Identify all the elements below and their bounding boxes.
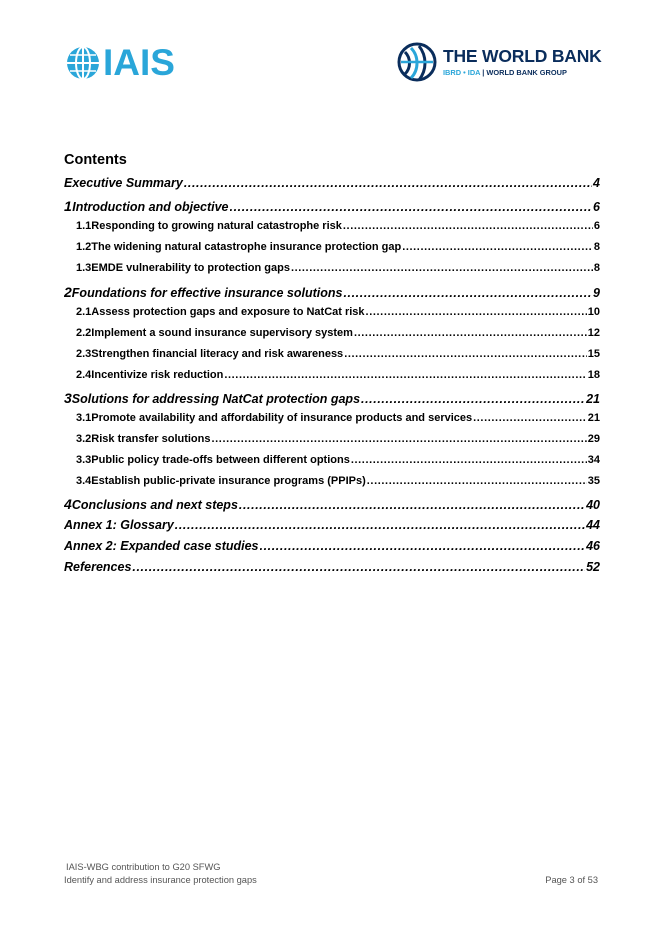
toc-dot-leader (473, 412, 587, 424)
toc-entry-page: 34 (587, 454, 600, 466)
toc-entry-number: 3.1 (76, 412, 92, 424)
toc-entry[interactable] (64, 198, 600, 216)
toc-entry-page: 18 (587, 369, 600, 381)
toc-heading: Contents (64, 152, 127, 168)
toc-entry-title: Annex 1: Glossary (64, 518, 174, 532)
toc-dot-leader (344, 348, 587, 360)
toc-entry-title: Solutions for addressing NatCat protection gaps (71, 392, 361, 406)
toc-entry-page: 4 (593, 176, 600, 190)
toc-dot-leader (343, 286, 592, 300)
toc-entry-number: 4 (64, 496, 72, 512)
world-bank-logo (397, 41, 602, 83)
toc-dot-leader (366, 306, 587, 318)
toc-entry-title: Foundations for effective insurance solutions (71, 286, 343, 300)
toc-entry-title: Conclusions and next steps (71, 498, 238, 512)
toc-entry[interactable] (64, 433, 600, 451)
toc-dot-leader (260, 539, 586, 553)
footer-line-1: IAIS-WBG contribution to G20 SFWG (66, 862, 221, 872)
toc-dot-leader (224, 369, 586, 381)
toc-entry-number: 2.1 (76, 306, 92, 318)
toc-entry-number: 3.3 (76, 454, 92, 466)
toc-dot-leader (361, 392, 585, 406)
toc-entry-number: 1.2 (76, 241, 92, 253)
toc-dot-leader (291, 262, 593, 274)
world-bank-subtitle: IBRD • IDA | WORLD BANK GROUP (443, 67, 567, 77)
toc-entry-page: 12 (587, 327, 600, 339)
toc-entry-title: Annex 2: Expanded case studies (64, 539, 259, 553)
toc-entry-page: 10 (587, 306, 600, 318)
toc-entry-title: Executive Summary (64, 176, 183, 190)
toc-entry-title: Assess protection gaps and exposure to NatCat risk (91, 306, 365, 318)
toc-entry-number: 3.4 (76, 475, 92, 487)
toc-entry-number: 2.4 (76, 369, 92, 381)
toc-entry[interactable] (64, 348, 600, 366)
toc-entry-title: Responding to growing natural catastrophe risk (91, 220, 342, 232)
toc-entry-number: 2.3 (76, 348, 92, 360)
toc-entry-page: 6 (593, 220, 600, 232)
footer-line-2: Identify and address insurance protection gaps (64, 875, 257, 885)
toc-entry[interactable] (64, 560, 600, 578)
toc-entry-page: 21 (587, 412, 600, 424)
toc-entry-title: Public policy trade-offs between different options (91, 454, 350, 466)
toc-entry-page: 8 (593, 241, 600, 253)
toc-entry-title: Incentivize risk reduction (91, 369, 224, 381)
toc-entry[interactable] (64, 369, 600, 387)
world-bank-title: THE WORLD BANK (443, 45, 602, 66)
toc-dot-leader (230, 200, 593, 214)
toc-entry[interactable] (64, 496, 600, 514)
toc-entry[interactable] (64, 454, 600, 472)
toc-entry-title: Introduction and objective (72, 200, 229, 214)
toc-entry-title: References (64, 560, 132, 574)
toc-entry-page: 8 (593, 262, 600, 274)
toc-entry[interactable] (64, 284, 600, 302)
toc-entry[interactable] (64, 412, 600, 430)
toc-entry[interactable] (64, 390, 600, 408)
toc-entry-page: 6 (593, 200, 600, 214)
toc-entry-page: 40 (586, 498, 600, 512)
toc-entry[interactable] (64, 241, 600, 259)
iais-wordmark: IAIS (103, 42, 175, 83)
toc-dot-leader (132, 560, 585, 574)
toc-entry-title: Strengthen financial literacy and risk awareness (91, 348, 344, 360)
toc-entry[interactable] (64, 475, 600, 493)
toc-dot-leader (402, 241, 593, 253)
toc-entry-title: Establish public-private insurance programs (PPIPs) (91, 475, 366, 487)
toc-dot-leader (212, 433, 587, 445)
toc-dot-leader (239, 498, 585, 512)
toc-dot-leader (367, 475, 587, 487)
toc-dot-leader (184, 176, 592, 190)
toc-entry-page: 9 (593, 286, 600, 300)
toc-entry-number: 2.2 (76, 327, 92, 339)
toc-entry[interactable] (64, 539, 600, 557)
toc-entry-title: The widening natural catastrophe insurance protection gap (91, 241, 402, 253)
toc-dot-leader (351, 454, 587, 466)
toc-entry-page: 21 (586, 392, 600, 406)
toc-dot-leader (343, 220, 593, 232)
toc-entry[interactable] (64, 262, 600, 280)
toc-entry-page: 15 (587, 348, 600, 360)
toc-entry[interactable] (64, 306, 600, 324)
toc-entry-number: 3.2 (76, 433, 92, 445)
iais-logo (66, 44, 175, 82)
toc-entry-page: 52 (586, 560, 600, 574)
toc-entry-page: 46 (586, 539, 600, 553)
toc-entry-number: 2 (64, 284, 72, 300)
toc-entry-title: Implement a sound insurance supervisory system (91, 327, 353, 339)
toc-entry-page: 35 (587, 475, 600, 487)
footer-page-number: Page 3 of 53 (545, 875, 598, 885)
toc-entry-title: EMDE vulnerability to protection gaps (91, 262, 290, 274)
toc-entry-number: 1 (64, 198, 72, 214)
toc-dot-leader (175, 518, 585, 532)
toc-entry-number: 3 (64, 390, 72, 406)
toc-entry-number: 1.3 (76, 262, 92, 274)
world-bank-globe-icon (397, 42, 437, 82)
toc-entry[interactable] (64, 220, 600, 238)
toc-dot-leader (354, 327, 587, 339)
toc-entry-title: Risk transfer solutions (91, 433, 211, 445)
toc-entry[interactable] (64, 176, 600, 194)
toc-entry[interactable] (64, 518, 600, 536)
toc-entry-page: 29 (587, 433, 600, 445)
toc-entry-title: Promote availability and affordability of insurance products and services (91, 412, 473, 424)
iais-globe-icon (66, 46, 100, 80)
toc-entry-page: 44 (586, 518, 600, 532)
toc-entry[interactable] (64, 327, 600, 345)
toc-entry-number: 1.1 (76, 220, 92, 232)
